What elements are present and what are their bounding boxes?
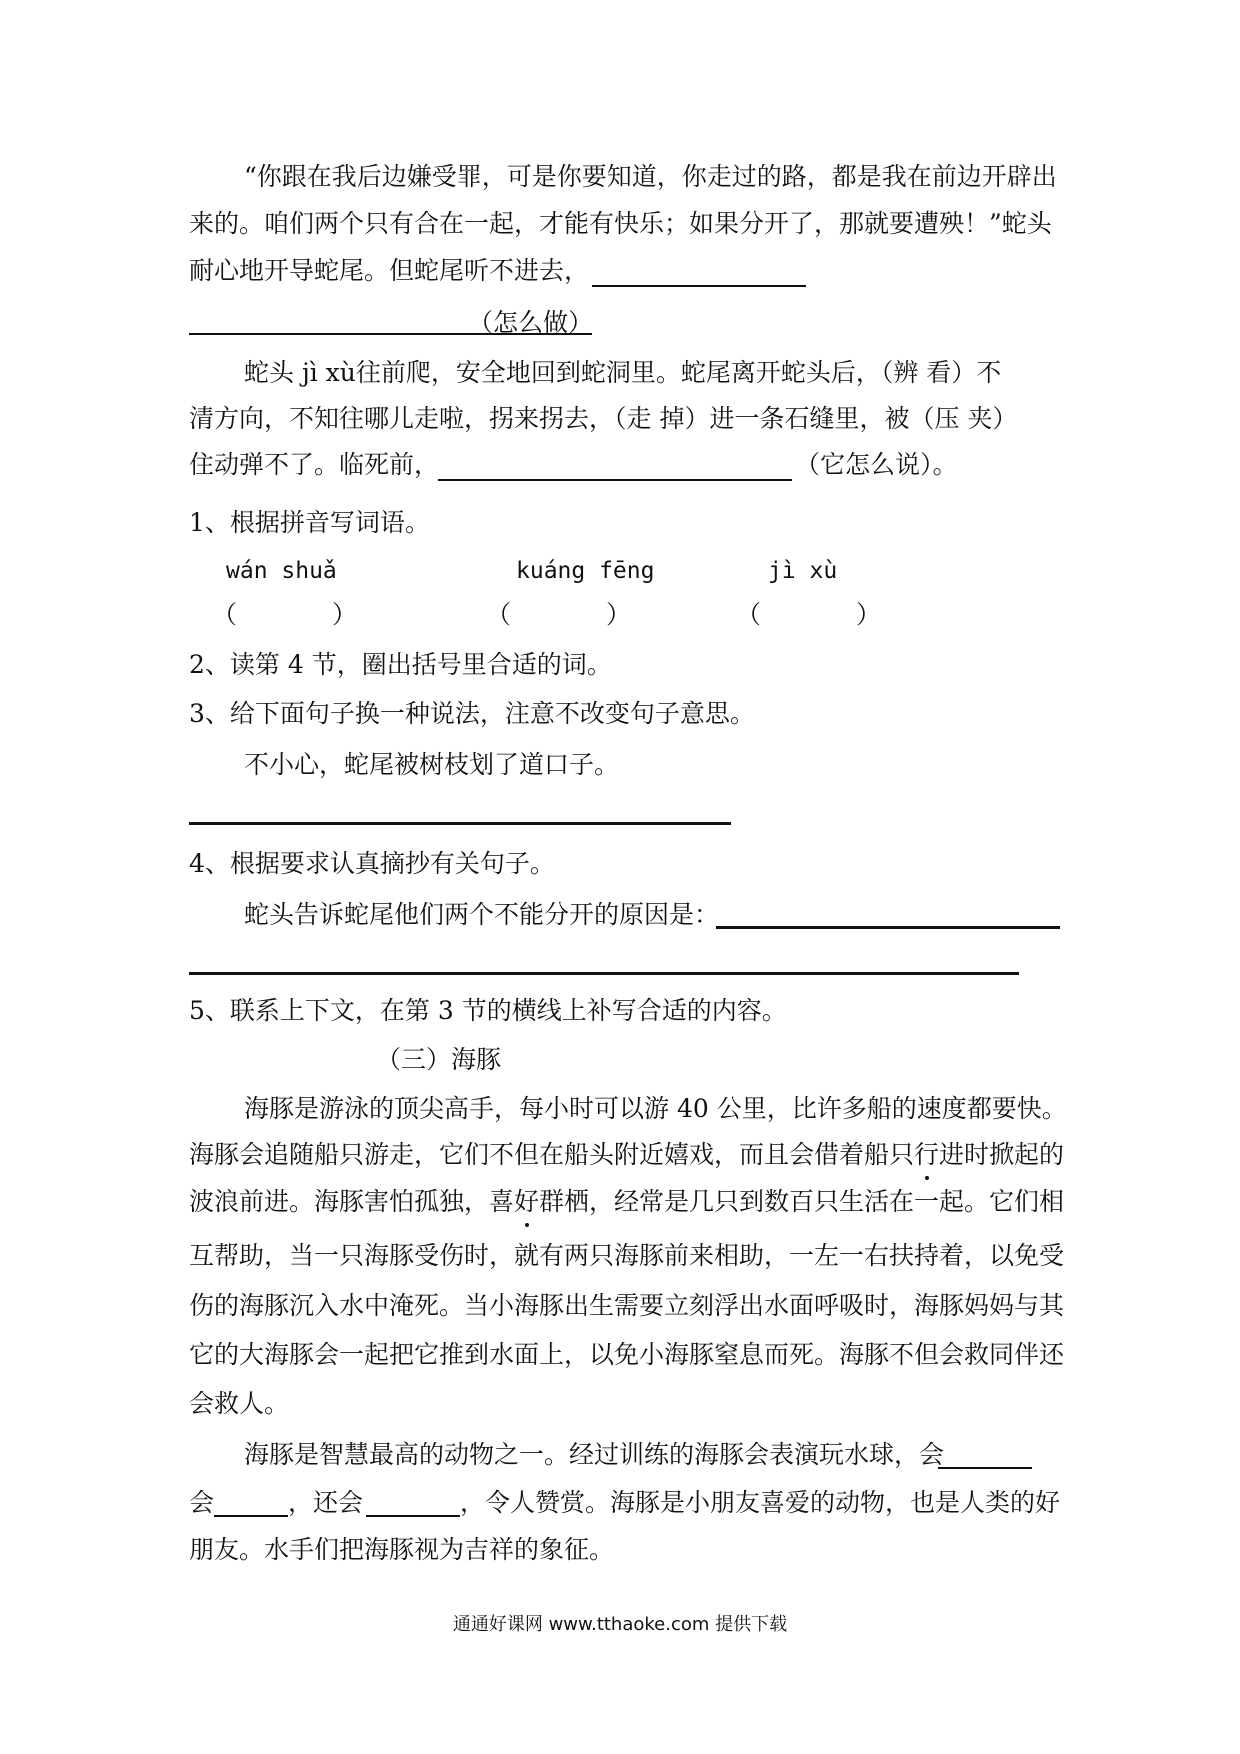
story-line: 住动弹不了。临死前， xyxy=(189,450,440,479)
passage-line: 海豚会追随船只游走，它们不但在船头附近嬉戏，而且会借着船只行进时掀起的 xyxy=(189,1138,1064,1172)
question-3: 3、给下面句子换一种说法，注意不改变句子意思。 xyxy=(189,699,755,728)
passage-line: 海豚是智慧最高的动物之一。经过训练的海豚会表演玩水球，会 xyxy=(244,1440,945,1469)
passage-text: ，令人赞赏。海豚是小朋友喜爱的动物，也是人类的好 xyxy=(460,1488,1061,1517)
paren-close: ） xyxy=(606,600,632,629)
pinyin-2: kuáng fēng xyxy=(516,558,655,584)
story-line: 蛇头 jì xù往前爬，安全地回到蛇洞里。蛇尾离开蛇头后，（辨 看）不 xyxy=(244,358,1002,387)
passage-line: 会救人。 xyxy=(189,1389,290,1418)
answer-blank[interactable] xyxy=(366,1515,460,1517)
passage-line: 朋友。水手们把海豚视为吉祥的象征。 xyxy=(189,1535,615,1564)
footer-text: 通通好课网 www.tthaoke.com 提供下载 xyxy=(452,1614,788,1635)
dotted-char: 行 xyxy=(914,1138,939,1172)
answer-blank[interactable] xyxy=(716,926,1060,929)
dotted-char: 好 xyxy=(514,1185,539,1219)
passage-line: 互帮助，当一只海豚受伤时，就有两只海豚前来相助，一左一右扶持着，以免受 xyxy=(189,1241,1065,1270)
answer-blank[interactable] xyxy=(438,479,792,481)
story-line: “你跟在我后边嫌受罪，可是你要知道，你走过的路，都是我在前边开辟出 xyxy=(244,162,1057,191)
pinyin-3: jì xù xyxy=(768,558,838,584)
paren-open: （ xyxy=(212,600,238,629)
paren-close: ） xyxy=(856,600,882,629)
hint-text: （它怎么说）。 xyxy=(795,450,958,479)
question-3-sentence: 不小心，蛇尾被树枝划了道口子。 xyxy=(244,750,620,779)
story-line: 耐心地开导蛇尾。但蛇尾听不进去， xyxy=(189,256,590,285)
question-4: 4、根据要求认真摘抄有关句子。 xyxy=(189,849,555,878)
pinyin-1: wán shuǎ xyxy=(226,558,337,584)
passage-line: 波浪前进。海豚害怕孤独，喜好群栖，经常是几只到数百只生活在一起。它们相 xyxy=(189,1185,1064,1219)
story-line: 来的。咱们两个只有合在一起，才能有快乐；如果分开了，那就要遭殃！”蛇头 xyxy=(189,209,1052,238)
paren-close: ） xyxy=(332,600,358,629)
answer-blank[interactable] xyxy=(189,822,731,825)
section-title: （三）海豚 xyxy=(376,1045,502,1074)
paren-open: （ xyxy=(736,600,762,629)
passage-text: 会 xyxy=(189,1488,215,1517)
passage-text: ，还会 xyxy=(288,1488,364,1517)
question-4-prompt: 蛇头告诉蛇尾他们两个不能分开的原因是： xyxy=(244,900,720,929)
answer-blank[interactable] xyxy=(214,1515,288,1517)
answer-blank[interactable] xyxy=(938,1467,1032,1469)
answer-blank[interactable] xyxy=(189,972,1019,975)
passage-line: 伤的海豚沉入水中淹死。当小海豚出生需要立刻浮出水面呼吸时，海豚妈妈与其 xyxy=(189,1291,1065,1320)
passage-line: 它的大海豚会一起把它推到水面上，以免小海豚窒息而死。海豚不但会救同伴还 xyxy=(189,1340,1065,1369)
hint-text: （怎么做） xyxy=(468,308,594,337)
question-2: 2、读第 4 节，圈出括号里合适的词。 xyxy=(189,650,612,679)
question-5: 5、联系上下文，在第 3 节的横线上补写合适的内容。 xyxy=(189,996,787,1025)
hint-underline xyxy=(468,333,592,335)
passage-line: 海豚是游泳的顶尖高手，每小时可以游 40 公里，比许多船的速度都要快。 xyxy=(244,1094,1067,1123)
answer-blank[interactable] xyxy=(592,285,806,287)
story-line: 清方向，不知往哪儿走啦，拐来拐去，（走 掉）进一条石缝里，被（压 夹） xyxy=(189,404,1018,433)
paren-open: （ xyxy=(486,600,512,629)
question-1: 1、根据拼音写词语。 xyxy=(189,508,430,537)
